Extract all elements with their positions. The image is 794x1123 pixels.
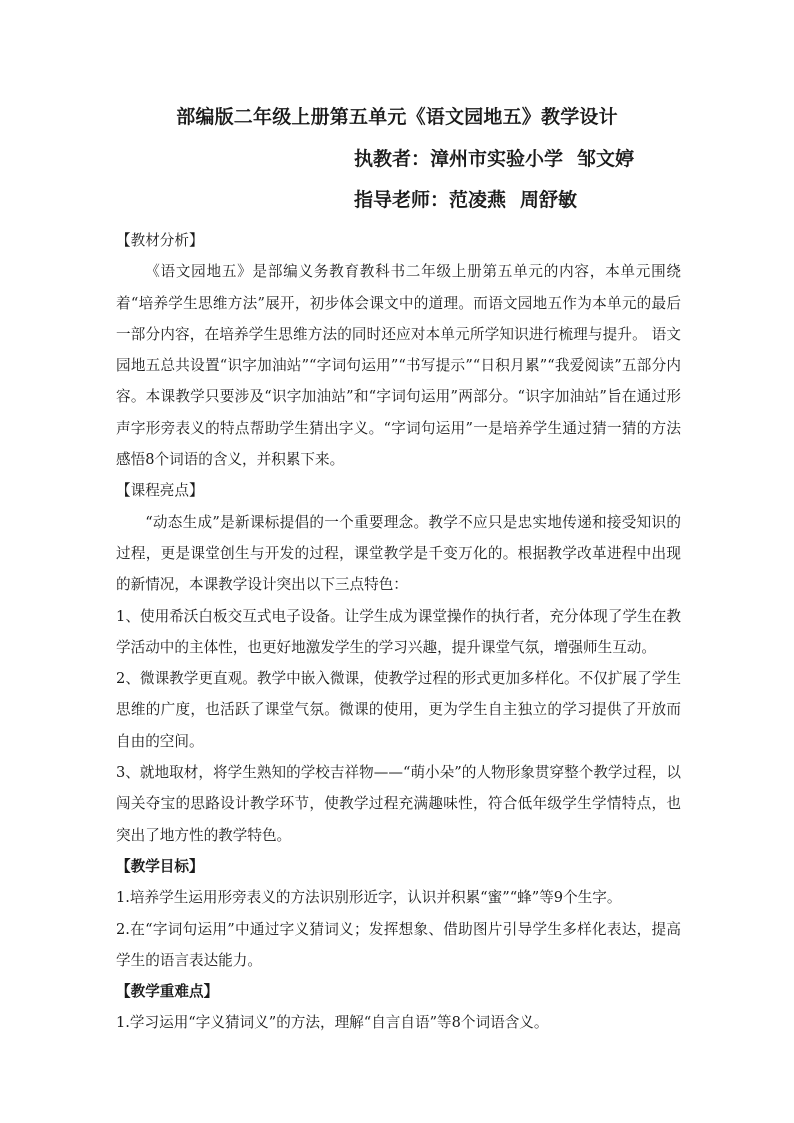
highlight-point-2: 2、微课教学更直观。教学中嵌入微课，使教学过程的形式更加多样化。不仅扩展了学生思维的广度，也活跃了课堂气氛。微课的使用，更为学生自主独立的学习提供了开放而自由的空间。 [116,670,681,750]
section-heading-goals: 【教学目标】 [116,857,204,875]
section-heading-key-points: 【教学重难点】 [116,983,219,1001]
goal-2: 2.在“字词句运用”中通过字义猜词义；发挥想象、借助图片引导学生多样化表达，提高学生的语言表达能力。 [116,920,681,969]
advisor-label: 指导老师： [354,189,450,211]
advisor-name-2: 周舒敏 [520,189,578,211]
teacher-label: 执教者： [354,148,431,170]
teacher-name: 邹文婷 [577,148,635,170]
document-title: 部编版二年级上册第五单元《语文园地五》教学设计 [176,106,618,128]
document-body [116,225,681,1039]
highlight-point-3: 3、就地取材，将学生熟知的学校吉祥物——“萌小朵”的人物形象贯穿整个教学过程，以闯关夺宝的思路设计教学环节，使教学过程充满趣味性，符合低年级学生学情特点，也突出了地方性的教学特色。 [116,764,681,844]
analysis-paragraph: 《语文园地五》是部编义务教育教科书二年级上册第五单元的内容，本单元围绕着“培养学生思维方法”展开，初步体会课文中的道理。而语文园地五作为本单元的最后一部分内容，在培养学生思维方法的同时还应对本单元所学知识进行梳理与提升。 语文园地五总共设置“识字加油站”“字词句运用”“书写提示”“日积月累”“我爱阅读”五部分内容。本课教学只要涉及“识字加油站”和“字词句运用”两部分。“识字加油站”旨在通过形声字形旁表义的特点帮助学生猜出字义。“字词句运用”一是培养学生通过猜一猜的方法感悟8个词语的含义，并积累下来。 [116,263,681,469]
highlight-point-1: 1、使用希沃白板交互式电子设备。让学生成为课堂操作的执行者，充分体现了学生在教学活动中的主体性，也更好地激发学生的学习兴趣，提升课堂气氛，增强师生互动。 [116,607,681,656]
advisor-line [354,186,577,214]
advisor-name-1: 范凌燕 [449,189,507,211]
key-point-1: 1.学习运用“字义猜词义”的方法，理解“自言自语”等8个词语含义。 [116,1014,549,1032]
teacher-school: 漳州市实验小学 [430,148,564,170]
section-heading-analysis: 【教材分析】 [116,232,204,249]
goal-1: 1.培养学生运用形旁表义的方法识别形近字，认识并积累“蜜”“蜂”等9个生字。 [116,889,622,907]
highlights-intro: “动态生成”是新课标提倡的一个重要理念。教学不应只是忠实地传递和接受知识的过程，更是课堂创生与开发的过程，课堂教学是千变万化的。根据教学改革进程中出现的新情况，本课教学设计突出以下三点特色： [116,513,681,594]
section-heading-highlights: 【课程亮点】 [116,482,204,500]
teacher-line [354,145,634,173]
